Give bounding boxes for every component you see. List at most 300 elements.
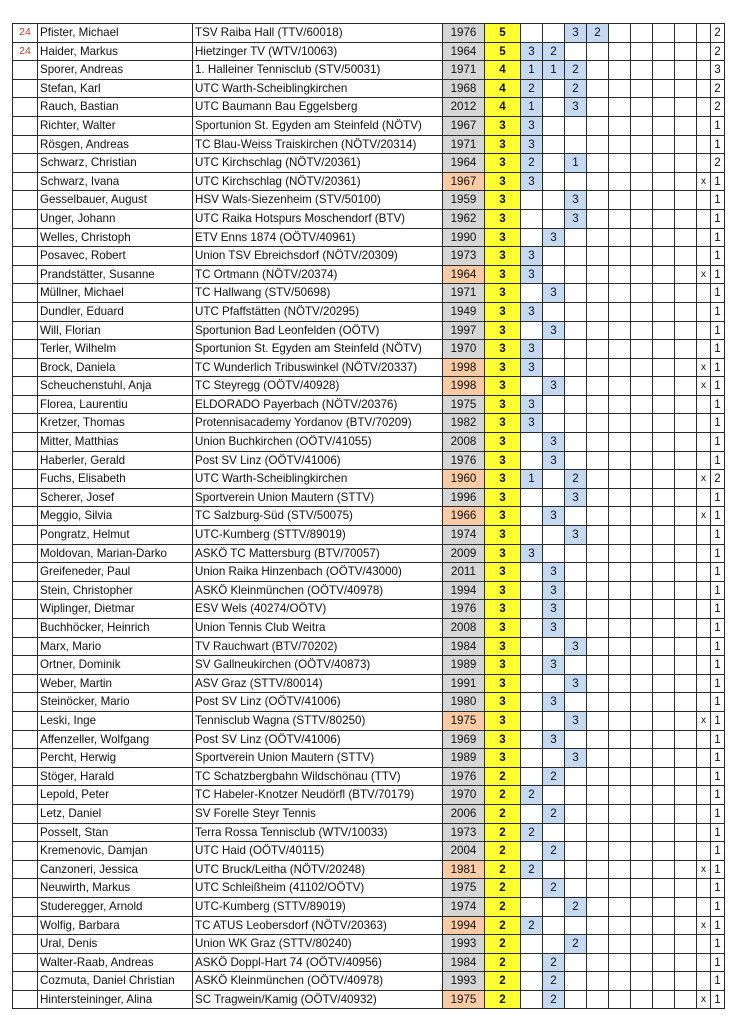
tournament-cell [653,637,675,656]
points-cell: 3 [485,674,521,693]
birth-year: 1984 [443,953,485,972]
tournament-cell [653,619,675,638]
table-row [13,265,725,284]
club-name: ASKÖ TC Mattersburg (BTV/70057) [193,544,443,563]
total-cell: 1 [711,358,725,377]
mark-cell [697,972,711,991]
mark-cell [697,321,711,340]
rank-cell [13,953,38,972]
tournament-cell [565,990,587,1009]
player-name: Müllner, Michael [38,284,193,303]
birth-year: 1959 [443,191,485,210]
tournament-cell [521,209,543,228]
tournament-cell [653,935,675,954]
tournament-cell [543,340,565,359]
tournament-cell: 3 [521,42,543,61]
tournament-cell [675,135,697,154]
tournament-cell [609,842,631,861]
points-cell: 3 [485,749,521,768]
tournament-cell [675,395,697,414]
tournament-cell [675,507,697,526]
mark-cell [697,24,711,43]
total-cell: 1 [711,990,725,1009]
player-name: Will, Florian [38,321,193,340]
tournament-cell [587,414,609,433]
tournament-cell: 3 [543,321,565,340]
total-cell: 1 [711,395,725,414]
total-cell: 1 [711,414,725,433]
tournament-cell [521,767,543,786]
tournament-cell [587,953,609,972]
tournament-cell [675,563,697,582]
tournament-cell: 3 [543,451,565,470]
tournament-cell [565,823,587,842]
tournament-cell: 3 [565,24,587,43]
tournament-cell [521,563,543,582]
points-cell: 3 [485,284,521,303]
player-name: Rauch, Bastian [38,98,193,117]
tournament-cell: 3 [521,172,543,191]
rank-cell [13,247,38,266]
tournament-cell [609,693,631,712]
total-cell: 2 [711,470,725,489]
player-name: Richter, Walter [38,116,193,135]
tournament-cell [631,247,653,266]
tournament-cell [521,879,543,898]
birth-year: 1990 [443,228,485,247]
tournament-cell [609,804,631,823]
tournament-cell [543,470,565,489]
tournament-cell [521,191,543,210]
tournament-cell: 3 [521,358,543,377]
tournament-cell [609,711,631,730]
tournament-cell [565,804,587,823]
rank-cell [13,98,38,117]
tournament-cell [675,302,697,321]
birth-year: 1964 [443,154,485,173]
tournament-cell [675,897,697,916]
rank-cell [13,191,38,210]
tournament-cell [609,340,631,359]
tournament-cell [675,284,697,303]
player-name: Steinöcker, Mario [38,693,193,712]
tournament-cell [653,116,675,135]
tournament-cell [653,135,675,154]
tournament-cell [675,953,697,972]
tournament-cell [565,600,587,619]
total-cell: 1 [711,321,725,340]
tournament-cell [653,581,675,600]
tournament-cell [587,321,609,340]
mark-cell [697,804,711,823]
mark-cell [697,302,711,321]
total-cell: 1 [711,935,725,954]
tournament-cell: 2 [543,953,565,972]
tournament-cell [631,488,653,507]
mark-cell [697,749,711,768]
total-cell: 2 [711,79,725,98]
tournament-cell [609,990,631,1009]
table-row [13,563,725,582]
table-row [13,804,725,823]
tournament-cell [675,340,697,359]
tournament-cell: 2 [521,154,543,173]
points-cell: 2 [485,804,521,823]
tournament-cell [653,42,675,61]
club-name: ESV Wels (40274/OÖTV) [193,600,443,619]
table-row [13,674,725,693]
points-cell: 5 [485,24,521,43]
tournament-cell [587,191,609,210]
rank-cell [13,972,38,991]
club-name: UTC-Kumberg (STTV/89019) [193,526,443,545]
points-cell: 4 [485,61,521,80]
mark-cell [697,395,711,414]
birth-year: 1991 [443,674,485,693]
club-name: UTC-Kumberg (STTV/89019) [193,897,443,916]
tournament-cell [675,377,697,396]
tournament-cell [631,526,653,545]
tournament-cell: 3 [543,563,565,582]
rank-cell [13,79,38,98]
total-cell: 1 [711,619,725,638]
points-cell: 3 [485,265,521,284]
points-cell: 3 [485,358,521,377]
club-name: UTC Kirchschlag (NÖTV/20361) [193,154,443,173]
table-row [13,656,725,675]
tournament-cell [631,116,653,135]
tournament-cell [675,600,697,619]
player-name: Brock, Daniela [38,358,193,377]
tournament-cell: 3 [565,191,587,210]
ranking-rows [13,24,725,1009]
tournament-cell [675,619,697,638]
tournament-cell [653,674,675,693]
table-row [13,488,725,507]
club-name: TC Ortmann (NÖTV/20374) [193,265,443,284]
tournament-cell [675,916,697,935]
mark-cell [697,340,711,359]
birth-year: 1964 [443,265,485,284]
tournament-cell [653,321,675,340]
tournament-cell [587,860,609,879]
player-name: Scheuchenstuhl, Anja [38,377,193,396]
tournament-cell [543,395,565,414]
tournament-cell: 2 [521,860,543,879]
birth-year: 2008 [443,433,485,452]
points-cell: 3 [485,451,521,470]
tournament-cell [631,711,653,730]
tournament-cell [609,135,631,154]
birth-year: 1976 [443,24,485,43]
tournament-cell [587,154,609,173]
tournament-cell [653,24,675,43]
player-name: Cozmuta, Daniel Christian [38,972,193,991]
tournament-cell [609,897,631,916]
mark-cell [697,953,711,972]
rank-cell [13,879,38,898]
points-cell: 2 [485,935,521,954]
player-name: Haider, Markus [38,42,193,61]
table-row [13,358,725,377]
points-cell: 3 [485,247,521,266]
tournament-cell [587,711,609,730]
total-cell: 1 [711,916,725,935]
birth-year: 1981 [443,860,485,879]
player-name: Mitter, Matthias [38,433,193,452]
tournament-cell [631,42,653,61]
tournament-cell [587,767,609,786]
table-row [13,860,725,879]
club-name: UTC Warth-Scheiblingkirchen [193,79,443,98]
club-name: Tennisclub Wagna (STTV/80250) [193,711,443,730]
tournament-cell [675,935,697,954]
tournament-cell: 2 [521,79,543,98]
player-name: Affenzeller, Wolfgang [38,730,193,749]
tournament-cell [653,972,675,991]
tournament-cell [543,98,565,117]
tournament-cell [543,916,565,935]
tournament-cell: 3 [521,247,543,266]
tournament-cell [653,507,675,526]
birth-year: 1966 [443,507,485,526]
points-cell: 3 [485,619,521,638]
tournament-cell [543,711,565,730]
total-cell: 1 [711,637,725,656]
tournament-cell: 3 [521,302,543,321]
tournament-cell: 3 [543,619,565,638]
tournament-cell [609,879,631,898]
mark-cell [697,433,711,452]
tournament-cell [543,749,565,768]
tournament-cell [521,526,543,545]
tournament-cell [565,507,587,526]
club-name: HSV Wals-Siezenheim (STV/50100) [193,191,443,210]
rank-cell [13,916,38,935]
tournament-cell: 2 [543,767,565,786]
tournament-cell [675,526,697,545]
tournament-cell [565,693,587,712]
tournament-cell [587,507,609,526]
total-cell: 1 [711,526,725,545]
points-cell: 2 [485,953,521,972]
player-name: Scherer, Josef [38,488,193,507]
points-cell: 3 [485,154,521,173]
tournament-cell [653,786,675,805]
tournament-cell: 2 [543,879,565,898]
mark-cell: x [697,265,711,284]
birth-year: 1997 [443,321,485,340]
tournament-cell [609,302,631,321]
player-name: Greifeneder, Paul [38,563,193,582]
player-name: Stöger, Harald [38,767,193,786]
table-row [13,916,725,935]
player-name: Unger, Johann [38,209,193,228]
tournament-cell: 2 [587,24,609,43]
club-name: UTC Haid (OÖTV/40115) [193,842,443,861]
birth-year: 2008 [443,619,485,638]
mark-cell [697,42,711,61]
rank-cell [13,860,38,879]
tournament-cell: 1 [521,61,543,80]
tournament-cell: 1 [565,154,587,173]
rank-cell [13,154,38,173]
player-name: Posavec, Robert [38,247,193,266]
total-cell: 1 [711,507,725,526]
tournament-cell [609,154,631,173]
tournament-cell [521,507,543,526]
club-name: TC Steyregg (OÖTV/40928) [193,377,443,396]
tournament-cell [609,488,631,507]
points-cell: 3 [485,172,521,191]
mark-cell [697,897,711,916]
player-name: Pongratz, Helmut [38,526,193,545]
total-cell: 1 [711,804,725,823]
birth-year: 1971 [443,135,485,154]
tournament-cell [587,172,609,191]
tournament-cell [565,377,587,396]
rank-cell [13,544,38,563]
player-name: Terler, Wilhelm [38,340,193,359]
birth-year: 1989 [443,656,485,675]
total-cell: 1 [711,860,725,879]
tournament-cell [565,340,587,359]
rank-cell [13,228,38,247]
tournament-cell [653,842,675,861]
tournament-cell [675,433,697,452]
tournament-cell [521,433,543,452]
tournament-cell: 3 [565,526,587,545]
tournament-cell [587,377,609,396]
tournament-cell [609,860,631,879]
points-cell: 4 [485,98,521,117]
tournament-cell: 3 [543,228,565,247]
tournament-cell [653,693,675,712]
tournament-cell [521,656,543,675]
tournament-cell [653,302,675,321]
mark-cell [697,600,711,619]
tournament-cell [587,116,609,135]
table-row [13,879,725,898]
tournament-cell [587,526,609,545]
tournament-cell [631,414,653,433]
total-cell: 2 [711,42,725,61]
tournament-cell [587,600,609,619]
tournament-cell [543,823,565,842]
tournament-cell [521,488,543,507]
tournament-cell [675,581,697,600]
tournament-cell [631,879,653,898]
tournament-cell [609,98,631,117]
tournament-cell [521,842,543,861]
tournament-cell [609,61,631,80]
mark-cell [697,488,711,507]
tournament-cell [653,730,675,749]
tournament-cell [587,990,609,1009]
tournament-cell [675,470,697,489]
player-name: Wolfig, Barbara [38,916,193,935]
table-row [13,730,725,749]
points-cell: 3 [485,581,521,600]
rank-cell [13,804,38,823]
tournament-cell [653,860,675,879]
tournament-cell [587,637,609,656]
tournament-cell [543,24,565,43]
table-row [13,433,725,452]
rank-cell [13,897,38,916]
tournament-cell [609,247,631,266]
birth-year: 1973 [443,247,485,266]
mark-cell [697,786,711,805]
mark-cell [697,656,711,675]
tournament-cell [609,228,631,247]
tournament-cell [609,470,631,489]
tournament-cell [521,674,543,693]
tournament-cell [653,395,675,414]
tournament-cell [565,116,587,135]
total-cell: 1 [711,209,725,228]
birth-year: 1974 [443,526,485,545]
tournament-cell [631,135,653,154]
player-name: Studeregger, Arnold [38,897,193,916]
tournament-cell [609,767,631,786]
points-cell: 3 [485,209,521,228]
tournament-cell [675,79,697,98]
birth-year: 1975 [443,879,485,898]
tournament-cell [609,42,631,61]
birth-year: 1968 [443,79,485,98]
player-name: Kretzer, Thomas [38,414,193,433]
player-name: Fuchs, Elisabeth [38,470,193,489]
tournament-cell [653,767,675,786]
tournament-cell [675,823,697,842]
player-name: Ortner, Dominik [38,656,193,675]
tournament-cell [587,42,609,61]
club-name: Union Tennis Club Weitra [193,619,443,638]
tournament-cell [565,916,587,935]
player-name: Walter-Raab, Andreas [38,953,193,972]
table-row [13,116,725,135]
total-cell: 1 [711,711,725,730]
player-name: Letz, Daniel [38,804,193,823]
tournament-cell [543,935,565,954]
tournament-cell [521,637,543,656]
tournament-cell [675,693,697,712]
tournament-cell: 3 [543,377,565,396]
total-cell: 1 [711,284,725,303]
tournament-cell: 2 [521,916,543,935]
club-name: UTC Warth-Scheiblingkirchen [193,470,443,489]
tournament-cell [565,228,587,247]
total-cell: 1 [711,228,725,247]
rank-cell [13,209,38,228]
points-cell: 3 [485,544,521,563]
tournament-cell [653,804,675,823]
tournament-cell [675,154,697,173]
table-row [13,61,725,80]
mark-cell: x [697,711,711,730]
tournament-cell: 2 [543,42,565,61]
player-name: Ural, Denis [38,935,193,954]
rank-cell [13,935,38,954]
tournament-cell [609,972,631,991]
total-cell: 1 [711,191,725,210]
table-row [13,395,725,414]
total-cell: 1 [711,172,725,191]
tournament-cell [631,563,653,582]
tournament-cell [609,619,631,638]
mark-cell [697,98,711,117]
